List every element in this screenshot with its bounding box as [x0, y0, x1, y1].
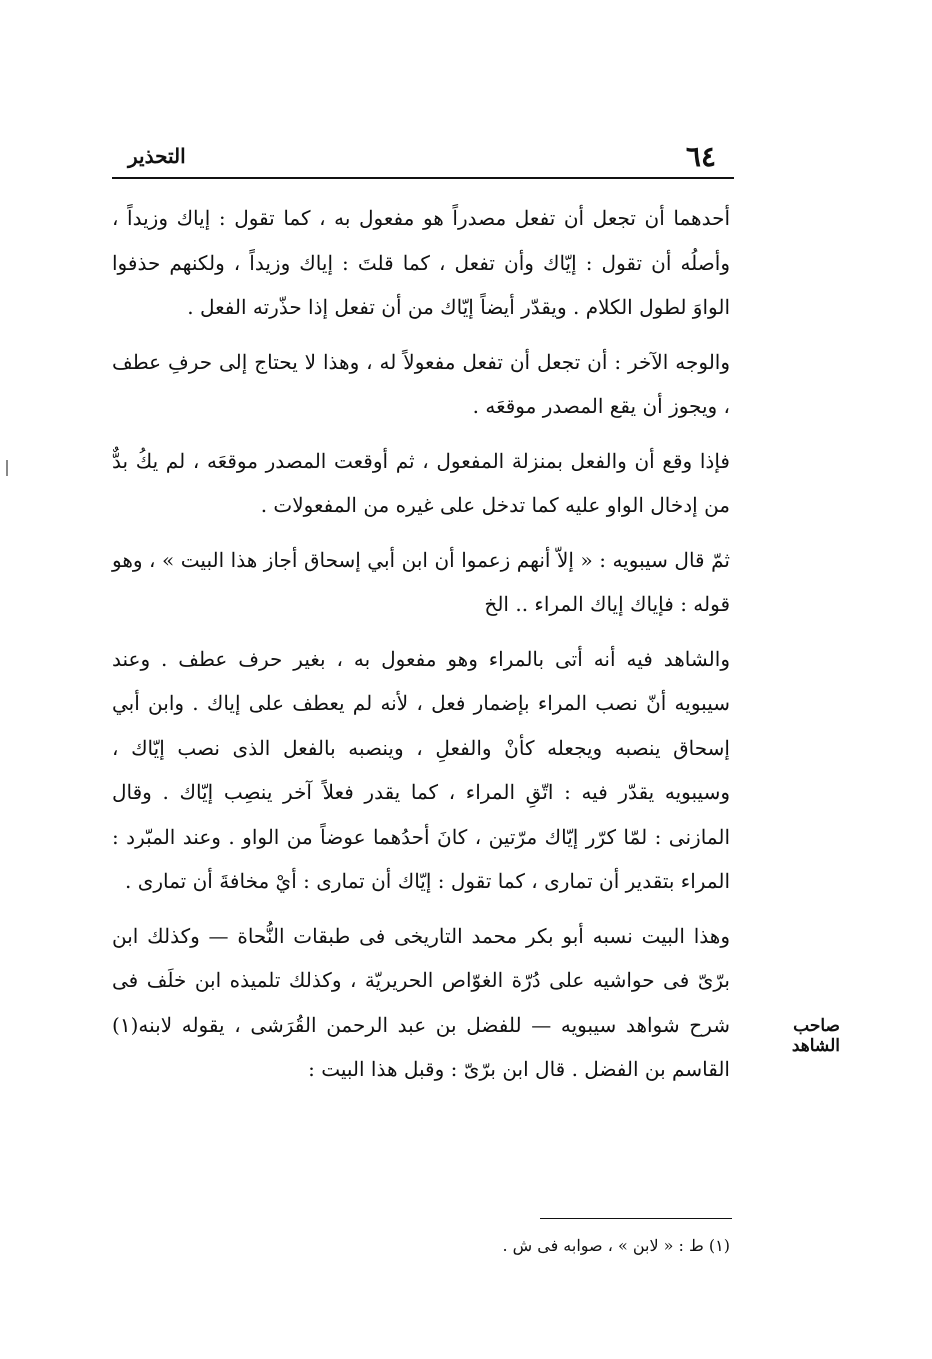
paragraph-1: أحدهما أن تجعل أن تفعل مصدراً هو مفعول به ، كما تقول : إياك وزيداً ، وأصلُه أن تقول : إيّاك وأن تفعل ، كما قلتَ : إياك وزيداً ، ولكنهم حذفوا الواوَ لطول الكلام . ويقدّر أيضاً إيّاك من أن تفعل إذا حذّرته الفعل . — [112, 206, 730, 319]
paragraph-3: فإذا وقع أن والفعل بمنزلة المفعول ، ثم أوقعت المصدر موقعَه ، لم يكُ بدٌّ من إدخال الواو عليه كما تدخل على غيره من المفعولات . — [112, 448, 730, 517]
main-text — [112, 196, 730, 1092]
header-rule — [112, 177, 734, 179]
running-title: التحذير — [128, 144, 186, 168]
paragraph-4: ثمّ قال سيبويه : « إلاّ أنهم زعموا أن ابن أبي إسحاق أجاز هذا البيت » ، وهو قوله : فإياك إياك المراء .. الخ — [112, 547, 730, 616]
page-number: ٦٤ — [685, 140, 716, 173]
scan-edge-mark — [6, 460, 8, 476]
paragraph-6: وهذا البيت نسبه أبو بكر محمد التاريخى فى طبقات النُّحاة — وكذلك ابن برّىّ فى حواشيه على دُرّة الغوّاص الحريريّة ، وكذلك تلميذه ابن خلَف فى شرح شواهد سيبويه — للفضل بن عبد الرحمن القُرَشى ، يقوله لابنه(١) القاسم بن الفضل . قال ابن برّىّ : وقبل هذا البيت : — [112, 923, 730, 1081]
footnote: (١) ط : « لابن » ، صوابه فى ش . — [502, 1236, 730, 1255]
footnote-rule — [540, 1218, 732, 1219]
paragraph-2: والوجه الآخر : أن تجعل أن تفعل مفعولاً له ، وهذا لا يحتاج إلى حرفِ عطف ، ويجوز أن يقع المصدر موقعَه . — [112, 349, 730, 418]
paragraph-5: والشاهد فيه أنه أتى بالمراء وهو مفعول به ، بغير حرف عطف . وعند سيبويه أنّ نصب المراء بإضمار فعل ، لأنه لم يعطف على إياك . وابن أبي إسحاق ينصبه ويجعله كأنْ والفعلِ ، وينصبه بالفعل الذى نصب إيّاك ، وسيبويه يقدّر فيه : اتّقِ المراء ، كما يقدر فعلاً آخر ينصِب إيّاك . وقال المازنى : لمّا كرّر إيّاك مرّتين ، كانَ أحدُهما عوضاً من الواو . وعند المبّرد : المراء بتقدير أن تمارى ، كما تقول : إيّاك أن تمارى : أيْ مخافةَ أن تمارى . — [112, 646, 730, 893]
margin-note: صاحب الشاهد — [791, 1016, 840, 1056]
page-header — [112, 140, 734, 176]
